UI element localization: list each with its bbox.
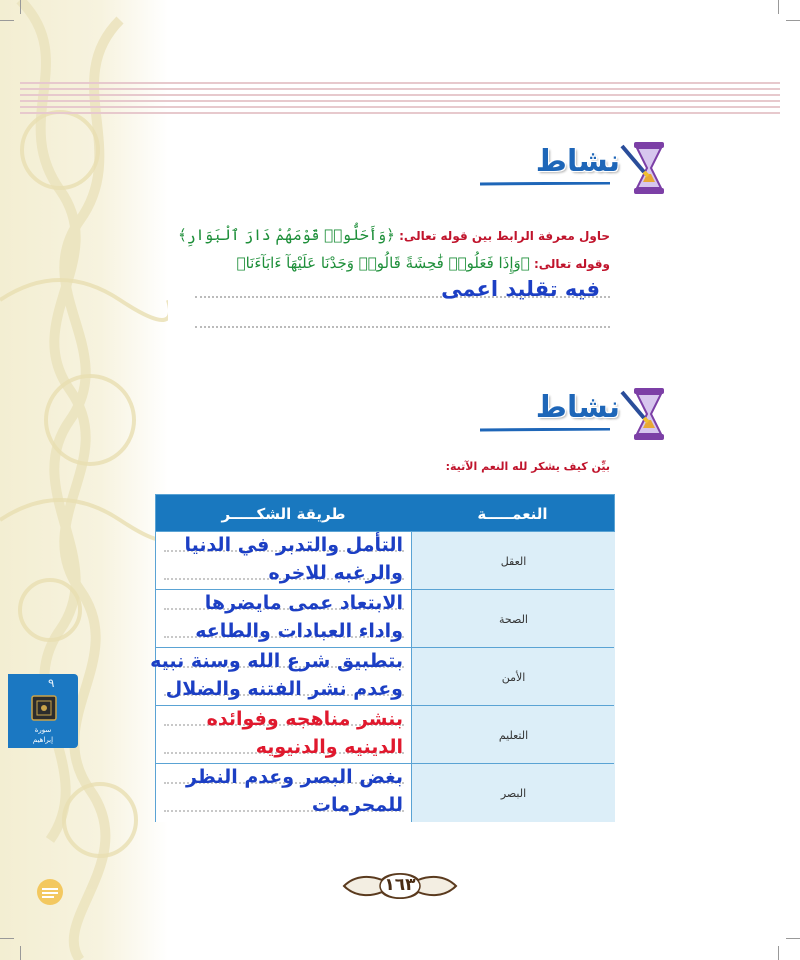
gratitude-answer-line-2: واداء العبادات والطاعه (195, 620, 403, 642)
blessing-name: الأمن (501, 670, 526, 684)
crop-mark (0, 938, 14, 939)
gratitude-answer-line-2: للمحرمات (311, 794, 403, 816)
prompt-text: وقوله تعالى: (533, 257, 610, 271)
crop-mark (786, 20, 800, 21)
table-row (156, 763, 614, 822)
blessing-cell (411, 590, 615, 648)
activity-2-instruction: بيِّن كيف يشكر لله النعم الآتية: (445, 460, 610, 473)
quran-verse: ﴿وَأَحَلُّوا۟ قَوْمَهُمْ دَارَ ٱلْبَوَارِ﴾ (178, 226, 395, 244)
swoosh-line (480, 428, 610, 432)
crop-mark (0, 20, 14, 21)
gratitude-cell (156, 706, 411, 764)
table-row (156, 705, 614, 764)
blessing-cell (411, 648, 615, 706)
blessing-name: التعليم (498, 728, 529, 742)
header-stripes (20, 82, 780, 116)
activity-title: نشاط (535, 144, 620, 179)
blessing-name: الصحة (499, 612, 528, 626)
table-row (150, 647, 614, 706)
crop-mark (20, 946, 21, 960)
blessing-cell (411, 532, 615, 590)
gratitude-answer-line-2: الدينيه والدنيويه (255, 736, 403, 758)
gratitude-answer-line-2: وعدم نشر الفتنه والضلال (165, 678, 403, 700)
publisher-logo-icon (36, 878, 64, 906)
crop-mark (20, 0, 21, 14)
activity-1-prompt-line-2 (237, 254, 610, 272)
crop-mark (778, 946, 779, 960)
chapter-side-tab (8, 674, 78, 748)
blessing-name: العقل (500, 554, 527, 568)
hourglass-quill-icon (620, 384, 670, 444)
gratitude-answer-line-1: بنشر مناهجه وفوائده (206, 708, 403, 730)
crop-mark (778, 0, 779, 14)
gratitude-answer-line-1: الابتعاد عمى مايضرها (204, 592, 403, 614)
header-gratitude: طريقة الشكـــــر (221, 505, 346, 523)
decorative-side-panel (0, 0, 168, 960)
blessing-name: البصر (500, 786, 527, 800)
gratitude-answer-line-2: والرغبه للاخره (268, 562, 403, 584)
page-number: ١٦٣ (384, 875, 416, 895)
activity-2-header (520, 384, 670, 444)
quran-book-icon (30, 694, 60, 722)
page-number-ornament (342, 866, 458, 906)
gratitude-cell (156, 764, 411, 822)
activity-title: نشاط (535, 390, 620, 425)
gratitude-cell (156, 590, 411, 648)
prompt-text: حاول معرفة الرابط بين قوله تعالى: (399, 229, 610, 243)
crop-mark (786, 938, 800, 939)
blessing-cell (411, 764, 615, 822)
activity-1-prompt-line-1 (178, 226, 610, 244)
arabesque-ornament (0, 0, 168, 960)
blessing-cell (411, 706, 615, 764)
activity-1-answer: فيه تقليد اعمى (441, 277, 600, 301)
header-blessing: النعمـــــة (477, 505, 548, 523)
gratitude-answer-line-1: بتطبيق شرع الله وسنة نبيه (150, 650, 403, 672)
table-row (156, 531, 614, 590)
gratitude-cell (156, 532, 411, 590)
activity-1-header (520, 138, 670, 198)
blessings-table (150, 494, 615, 822)
quran-verse: ﴿وَإِذَا فَعَلُوا۟ فَٰحِشَةً قَالُوا۟ وَجَدْنَا عَلَيْهَآ ءَابَآءَنَا﴾ (236, 254, 530, 272)
hourglass-quill-icon (620, 138, 670, 198)
gratitude-answer-line-1: بغض البصر وعدم النظر (186, 766, 403, 788)
gratitude-answer-line-1: التأمل والتدبر في الدنيا (184, 534, 403, 556)
chapter-label-top: سورة (34, 726, 52, 734)
chapter-label-bottom: إبراهيم (32, 736, 54, 744)
swoosh-line (480, 182, 610, 186)
table-row (156, 589, 614, 648)
table-header (156, 495, 614, 531)
answer-dotted-line (195, 326, 610, 328)
gratitude-cell (150, 648, 411, 706)
chapter-number: ٩ (48, 676, 55, 690)
